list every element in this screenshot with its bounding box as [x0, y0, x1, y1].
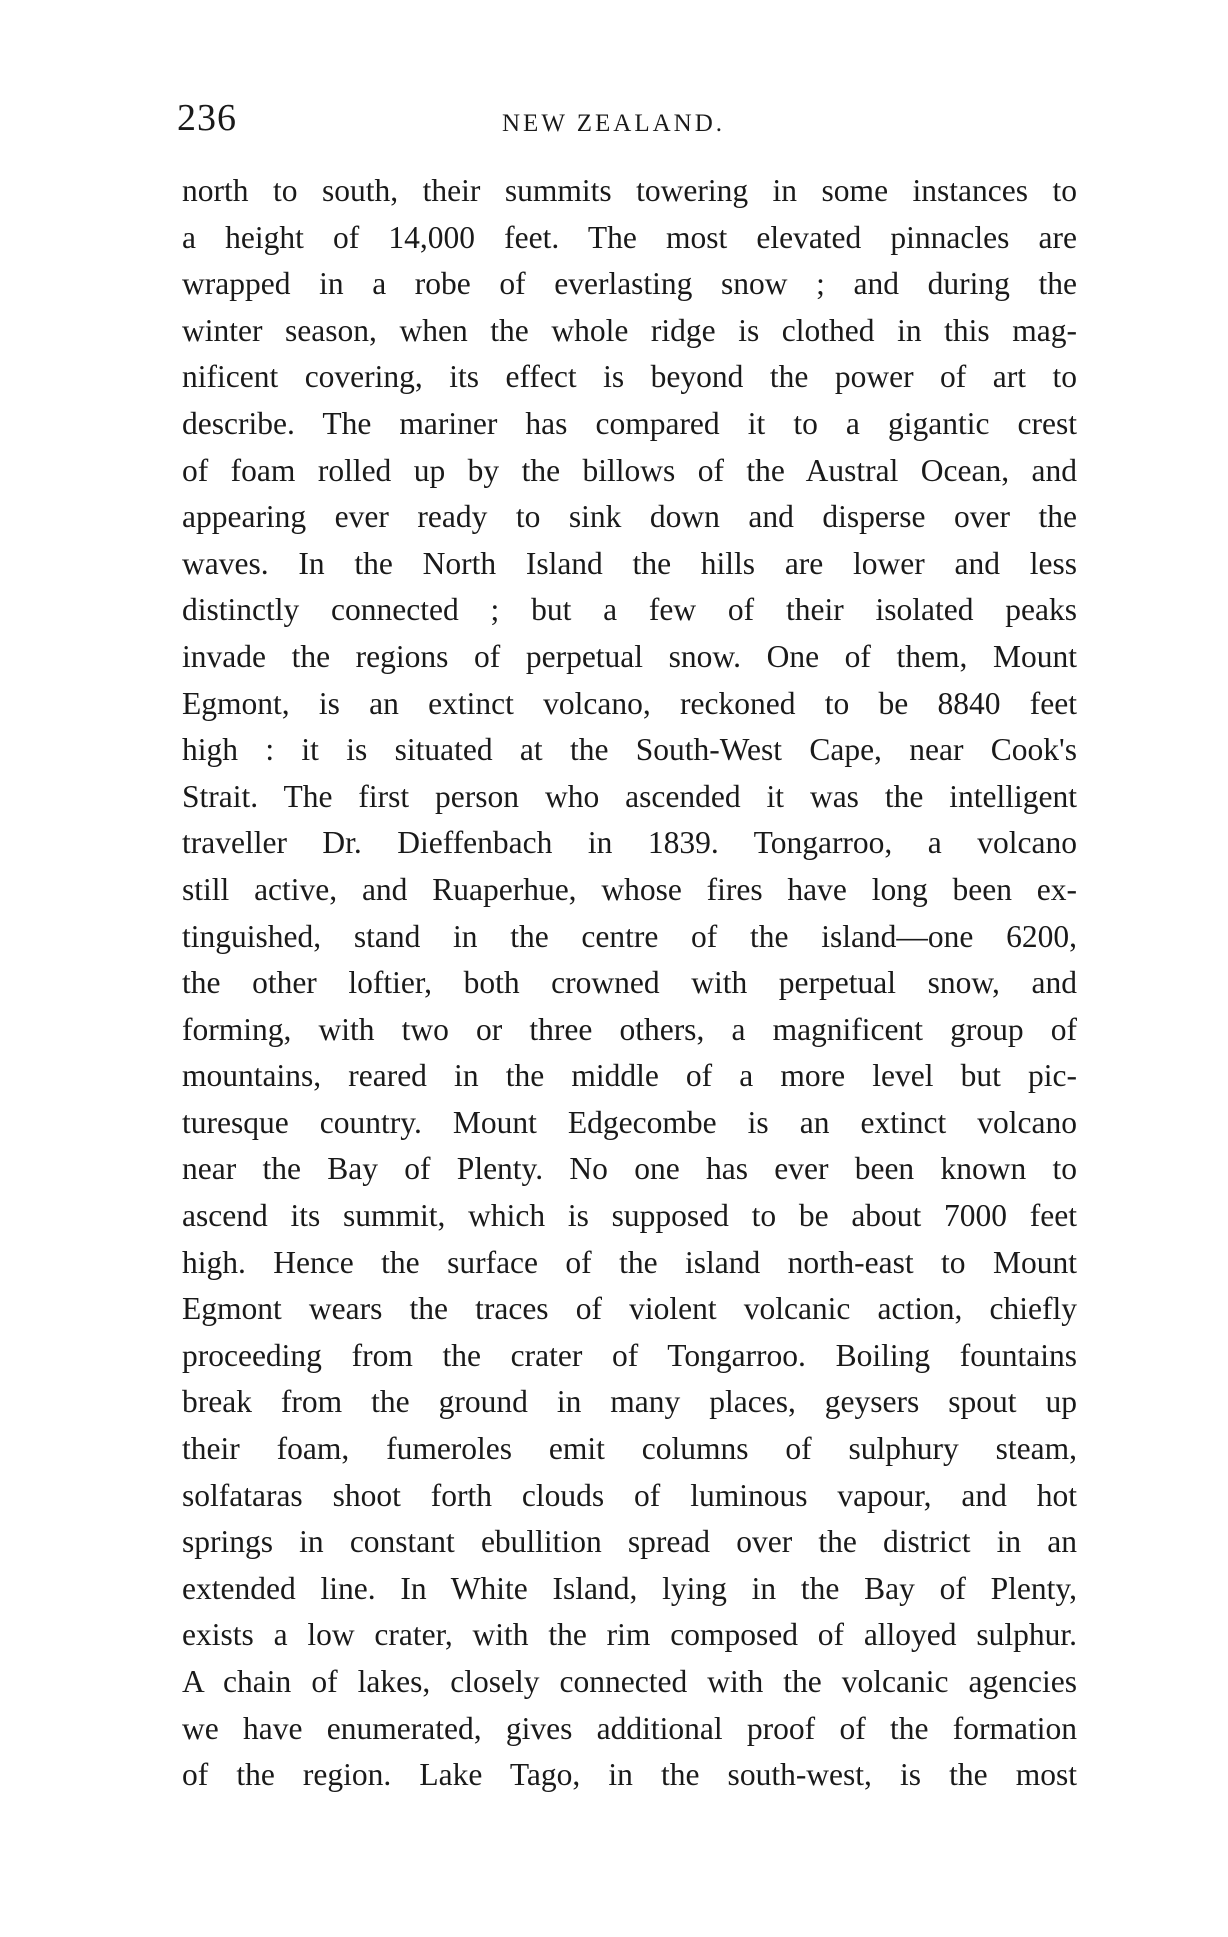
text-line: winter season, when the whole ridge is clothed in this mag-: [182, 312, 1077, 348]
text-line: high : it is situated at the South-West Cape, near Cook's: [182, 732, 1077, 768]
page-header: [177, 88, 1077, 148]
text-line: waves. In the North Island the hills are lower and less: [182, 545, 1077, 581]
text-line: turesque country. Mount Edgecombe is an extinct volcano: [182, 1104, 1077, 1140]
text-line: A chain of lakes, closely connected with the volcanic agencies: [182, 1664, 1077, 1699]
body-text: [182, 168, 1077, 1799]
text-line: of foam rolled up by the billows of the Austral Ocean, and: [182, 452, 1077, 488]
text-line: Egmont wears the traces of violent volcanic action, chiefly: [182, 1291, 1077, 1327]
text-line: of the region. Lake Tago, in the south-west, is the most: [182, 1757, 1077, 1793]
text-line: the other loftier, both crowned with perpetual snow, and: [182, 965, 1077, 1001]
text-line: near the Bay of Plenty. No one has ever been known to: [182, 1151, 1077, 1187]
text-line: forming, with two or three others, a magnificent group of: [182, 1011, 1077, 1047]
text-line: invade the regions of perpetual snow. One of them, Mount: [182, 638, 1077, 674]
text-line: exists a low crater, with the rim composed of alloyed sulphur.: [182, 1617, 1077, 1653]
text-line: distinctly connected ; but a few of their isolated peaks: [182, 592, 1077, 628]
text-line: high. Hence the surface of the island north-east to Mount: [182, 1244, 1077, 1280]
text-line: still active, and Ruaperhue, whose fires have long been ex-: [182, 871, 1077, 907]
text-line: we have enumerated, gives additional proof of the formation: [182, 1710, 1077, 1746]
text-line: north to south, their summits towering in some instances to: [182, 173, 1077, 208]
text-line: appearing ever ready to sink down and disperse over the: [182, 499, 1077, 535]
text-line: tinguished, stand in the centre of the island—one 6200,: [182, 918, 1077, 954]
text-line: traveller Dr. Dieffenbach in 1839. Tongarroo, a volcano: [182, 825, 1077, 861]
text-line: wrapped in a robe of everlasting snow ; and during the: [182, 266, 1077, 302]
text-line: mountains, reared in the middle of a more level but pic-: [182, 1058, 1077, 1094]
text-line: solfataras shoot forth clouds of luminous vapour, and hot: [182, 1477, 1077, 1513]
page-number: 236: [177, 97, 237, 139]
text-line: ascend its summit, which is supposed to be about 7000 feet: [182, 1198, 1077, 1234]
text-line: springs in constant ebullition spread over the district in an: [182, 1524, 1077, 1560]
text-line: describe. The mariner has compared it to a gigantic crest: [182, 405, 1077, 441]
text-line: a height of 14,000 feet. The most elevated pinnacles are: [182, 219, 1077, 255]
text-line: nificent covering, its effect is beyond the power of art to: [182, 359, 1077, 395]
text-line: Egmont, is an extinct volcano, reckoned to be 8840 feet: [182, 685, 1077, 721]
running-head: NEW ZEALAND.: [502, 110, 725, 137]
text-line: extended line. In White Island, lying in the Bay of Plenty,: [182, 1570, 1077, 1606]
text-line: proceeding from the crater of Tongarroo. Boiling fountains: [182, 1337, 1077, 1373]
text-line: Strait. The first person who ascended it was the intelligent: [182, 778, 1077, 814]
text-line: break from the ground in many places, geysers spout up: [182, 1384, 1077, 1420]
text-line: their foam, fumeroles emit columns of sulphury steam,: [182, 1431, 1077, 1467]
